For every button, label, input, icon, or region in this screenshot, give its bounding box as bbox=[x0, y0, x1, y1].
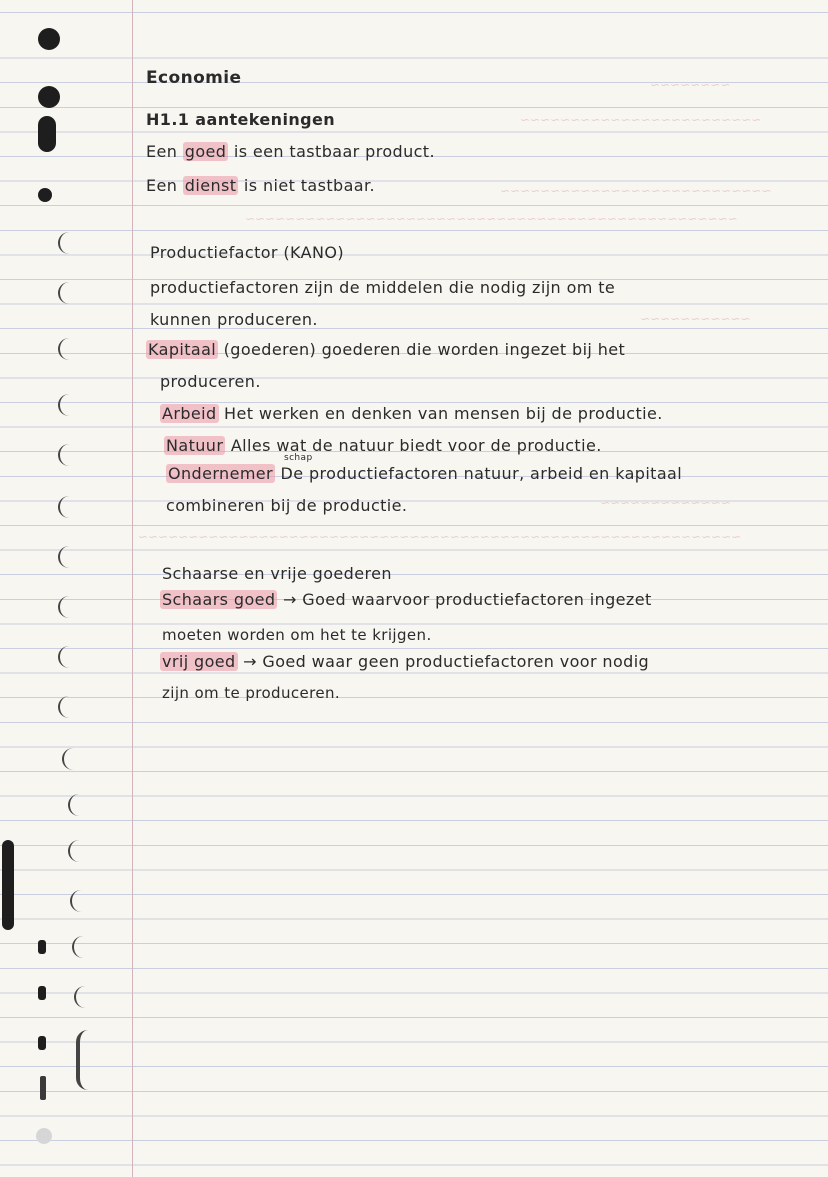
binding-hole bbox=[38, 986, 46, 1000]
margin-line bbox=[132, 0, 133, 1177]
binding-ring bbox=[58, 232, 72, 254]
binding-hole bbox=[38, 86, 60, 108]
definition-text: is niet tastbaar. bbox=[243, 176, 376, 195]
binding-hole bbox=[38, 940, 46, 954]
item-continuation: combineren bij de productie. bbox=[166, 496, 408, 515]
item-schaars-goed bbox=[160, 590, 652, 609]
item-kapitaal bbox=[146, 340, 625, 359]
show-through-text: ~~~~~~~~~~~~~~~~~~~~~~~~~~~~~~~~~~~~~~~~~~~~~~~~~ bbox=[245, 212, 738, 226]
word: Een bbox=[146, 142, 178, 161]
item-text: Alles wat de natuur biedt voor de productie. bbox=[230, 436, 602, 455]
item-arbeid bbox=[160, 404, 663, 423]
item-vrij-goed bbox=[160, 652, 649, 671]
binding-ring bbox=[76, 1030, 92, 1090]
binding-ring bbox=[58, 444, 72, 466]
item-continuation: zijn om te produceren. bbox=[162, 684, 341, 702]
show-through-text: ~~~~~~~~ bbox=[650, 78, 731, 92]
definition-productiefactoren bbox=[150, 278, 615, 297]
binding-ring bbox=[68, 840, 82, 862]
notes-title: Economie bbox=[146, 68, 242, 88]
term-vrij-goed: vrij goed bbox=[162, 652, 236, 671]
margin-note-schap: schap bbox=[284, 453, 313, 463]
binding-ring bbox=[58, 546, 72, 568]
item-text: De productiefactoren natuur, arbeid en kapitaal bbox=[280, 464, 683, 483]
term-dienst: dienst bbox=[184, 176, 237, 195]
item-ondernemer bbox=[166, 464, 682, 483]
binding-hole bbox=[38, 188, 52, 202]
definition-text: zijn de middelen die nodig zijn om te bbox=[304, 278, 616, 297]
binding-ring bbox=[72, 936, 86, 958]
show-through-text: ~~~~~~~~~~~~~~~~~~~~~~~~~~~~~~~~~~~~~~~~~~~~~~~~~~~~~~~~~~~~ bbox=[138, 530, 742, 544]
word: Een bbox=[146, 176, 178, 195]
binding-ring bbox=[58, 338, 72, 360]
term-ondernemer: Ondernemer bbox=[168, 464, 274, 483]
binding-ring bbox=[74, 986, 88, 1008]
binding-ring bbox=[68, 794, 82, 816]
term-arbeid: Arbeid bbox=[162, 404, 217, 423]
item-text: Goed waarvoor productiefactoren ingezet bbox=[302, 590, 652, 609]
term-goed: goed bbox=[184, 142, 227, 161]
arrow-icon: → bbox=[243, 652, 257, 671]
show-through-text: ~~~~~~~~~~~ bbox=[640, 312, 751, 326]
section-title-productiefactor: Productiefactor (KANO) bbox=[150, 243, 345, 262]
definition-text: is een tastbaar product. bbox=[233, 142, 435, 161]
binding-ring bbox=[58, 394, 72, 416]
item-text: Goed waar geen productiefactoren voor nodig bbox=[262, 652, 650, 671]
item-text: Het werken en denken van mensen bij de productie. bbox=[224, 404, 663, 423]
notes-heading: H1.1 aantekeningen bbox=[146, 110, 336, 129]
item-text: (goederen) goederen die worden ingezet bij het bbox=[223, 340, 626, 359]
item-natuur bbox=[164, 436, 602, 455]
binding-ring bbox=[58, 646, 72, 668]
binding-hole bbox=[38, 1036, 46, 1050]
binding-ring bbox=[70, 890, 84, 912]
item-continuation: produceren. bbox=[160, 372, 261, 391]
definition-continuation: kunnen produceren. bbox=[150, 310, 318, 329]
definition-goed bbox=[146, 142, 435, 161]
binding-hole bbox=[36, 1128, 52, 1144]
arrow-icon: → bbox=[282, 590, 297, 609]
spiral-binding bbox=[0, 0, 110, 1177]
binding-ring bbox=[62, 748, 76, 770]
binding-hole bbox=[38, 28, 60, 50]
term-productiefactoren: productiefactoren bbox=[150, 278, 300, 297]
binding-hole bbox=[40, 1076, 46, 1100]
term-natuur: Natuur bbox=[166, 436, 224, 455]
binding-ring bbox=[58, 596, 72, 618]
term-kapitaal: Kapitaal bbox=[148, 340, 217, 359]
binding-shadow bbox=[2, 840, 14, 930]
definition-dienst bbox=[146, 176, 375, 195]
section-title-schaarse-vrije-goederen: Schaarse en vrije goederen bbox=[162, 564, 392, 583]
binding-ring bbox=[58, 496, 72, 518]
show-through-text: ~~~~~~~~~~~~~~~~~~~~~~~~ bbox=[520, 113, 762, 127]
binding-hole bbox=[38, 116, 56, 152]
term-schaars-goed: Schaars goed bbox=[162, 590, 276, 609]
item-continuation: moeten worden om het te krijgen. bbox=[162, 626, 432, 644]
show-through-text: ~~~~~~~~~~~~~ bbox=[600, 496, 731, 510]
binding-ring bbox=[58, 282, 72, 304]
binding-ring bbox=[58, 696, 72, 718]
show-through-text: ~~~~~~~~~~~~~~~~~~~~~~~~~~~ bbox=[500, 184, 772, 198]
